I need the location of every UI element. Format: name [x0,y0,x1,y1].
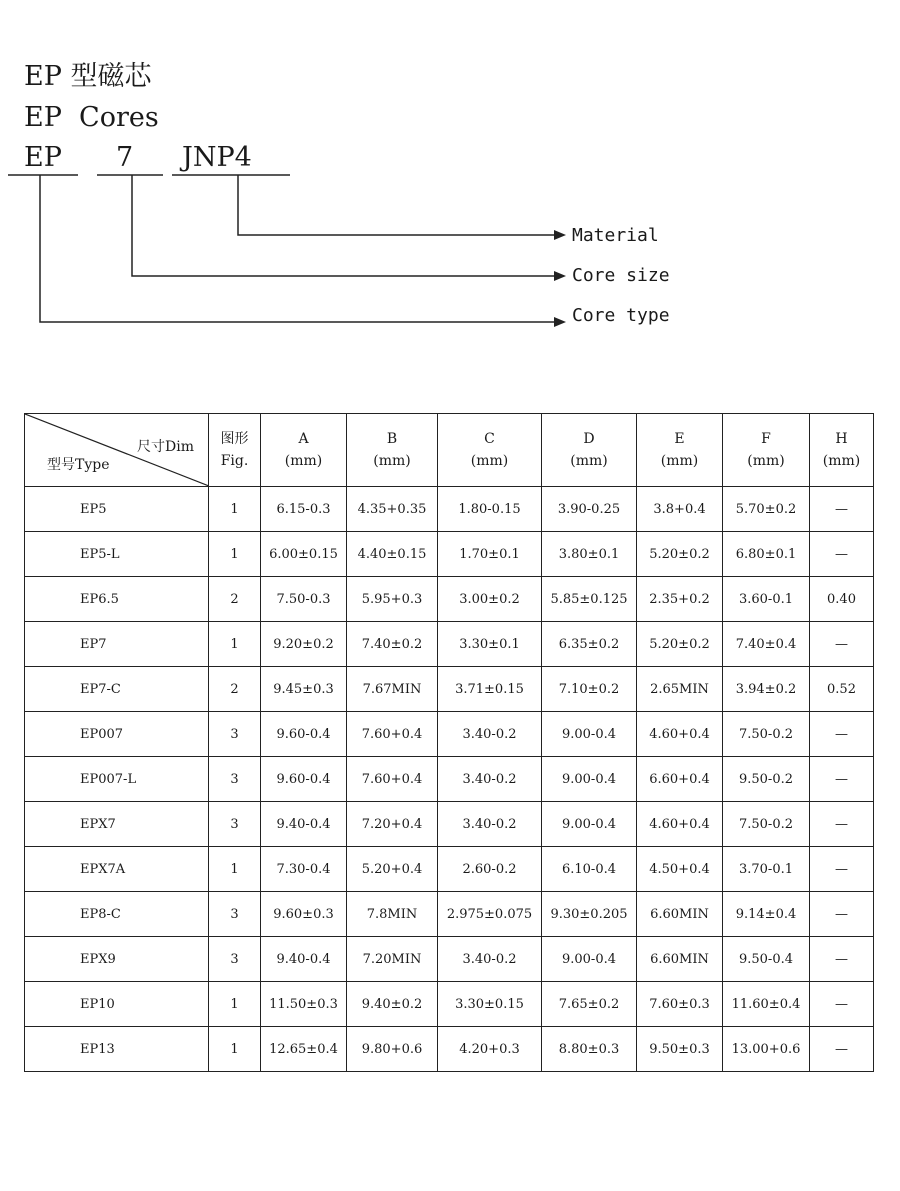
cell-c: 1.80-0.15 [438,487,542,532]
cell-type: EP6.5 [25,577,209,622]
code-type: EP [24,142,62,173]
header-f-top: F [761,431,771,447]
table-row [25,622,874,667]
corner-header-cell [25,414,209,487]
cell-fig: 3 [209,712,261,757]
cell-e: 2.65MIN [637,667,723,712]
cell-f: 9.50-0.2 [723,757,810,802]
table-row [25,712,874,757]
table-row [25,847,874,892]
code-material: JNP4 [182,142,252,173]
cell-e: 9.50±0.3 [637,1027,723,1072]
material-leader-line [238,175,555,235]
cell-fig: 1 [209,1027,261,1072]
cell-c: 3.30±0.15 [438,982,542,1027]
cell-a: 6.00±0.15 [261,532,347,577]
cell-e: 4.50+0.4 [637,847,723,892]
cell-fig: 3 [209,937,261,982]
label-core-size: Core size [572,265,670,286]
cell-a: 6.15-0.3 [261,487,347,532]
code-size: 7 [116,142,134,173]
header-c [438,414,542,487]
cell-h: 0.40 [810,577,874,622]
header-fig-top: 图形 [220,431,249,447]
cell-c: 3.40-0.2 [438,802,542,847]
cell-d: 8.80±0.3 [542,1027,637,1072]
cell-h: — [810,802,874,847]
cell-c: 3.00±0.2 [438,577,542,622]
cell-h: — [810,622,874,667]
cell-f: 6.80±0.1 [723,532,810,577]
cell-b: 7.8MIN [347,892,438,937]
cell-h: — [810,757,874,802]
cell-fig: 1 [209,532,261,577]
cell-h: — [810,982,874,1027]
cell-c: 3.30±0.1 [438,622,542,667]
header-b-top: B [386,431,398,447]
cell-a: 9.60±0.3 [261,892,347,937]
cell-b: 4.40±0.15 [347,532,438,577]
header-e-unit: (mm) [660,453,699,469]
header-e-top: E [674,431,685,447]
table-row [25,757,874,802]
cell-h: — [810,892,874,937]
cell-a: 9.60-0.4 [261,757,347,802]
cell-a: 7.50-0.3 [261,577,347,622]
cell-type: EP10 [25,982,209,1027]
cell-f: 3.60-0.1 [723,577,810,622]
cell-e: 3.8+0.4 [637,487,723,532]
cell-f: 7.50-0.2 [723,712,810,757]
cell-f: 9.50-0.4 [723,937,810,982]
cell-f: 3.94±0.2 [723,667,810,712]
label-material: Material [572,225,659,246]
header-d-unit: (mm) [570,453,608,469]
cell-b: 7.20MIN [347,937,438,982]
cell-e: 6.60+0.4 [637,757,723,802]
dimensions-table [24,413,874,1072]
cell-h: — [810,847,874,892]
cell-d: 6.35±0.2 [542,622,637,667]
cell-e: 5.20±0.2 [637,622,723,667]
core-size-arrow-icon [554,271,566,281]
cell-c: 2.60-0.2 [438,847,542,892]
cell-fig: 1 [209,847,261,892]
cell-b: 7.20+0.4 [347,802,438,847]
cell-fig: 1 [209,622,261,667]
cell-d: 9.00-0.4 [542,712,637,757]
corner-type-label: 型号Type [47,457,110,473]
cell-fig: 3 [209,757,261,802]
cell-d: 9.00-0.4 [542,757,637,802]
table-row [25,937,874,982]
cell-type: EP7-C [25,667,209,712]
cell-b: 5.95+0.3 [347,577,438,622]
cell-e: 5.20±0.2 [637,532,723,577]
header-a-unit: (mm) [284,453,323,469]
header-a-top: A [298,431,309,447]
cell-c: 1.70±0.1 [438,532,542,577]
cell-fig: 3 [209,892,261,937]
cell-fig: 2 [209,667,261,712]
cell-f: 5.70±0.2 [723,487,810,532]
cell-c: 3.40-0.2 [438,937,542,982]
header-fig-bottom: Fig. [220,453,249,469]
cell-c: 3.40-0.2 [438,712,542,757]
cell-f: 7.40±0.4 [723,622,810,667]
cell-b: 5.20+0.4 [347,847,438,892]
cell-type: EP8-C [25,892,209,937]
header-b [347,414,438,487]
header-fig [209,414,261,487]
cell-d: 3.80±0.1 [542,532,637,577]
cell-type: EP13 [25,1027,209,1072]
header-a [261,414,347,487]
core-type-arrow-icon [554,317,566,327]
cell-h: — [810,1027,874,1072]
cell-d: 5.85±0.125 [542,577,637,622]
header-h-unit: (mm) [822,453,861,469]
core-type-leader-line [40,175,555,322]
cell-c: 4.20+0.3 [438,1027,542,1072]
cell-f: 3.70-0.1 [723,847,810,892]
table-row [25,802,874,847]
header-h [810,414,874,487]
header-d-top: D [583,431,595,447]
cell-type: EPX7 [25,802,209,847]
cell-b: 7.60+0.4 [347,712,438,757]
cell-a: 11.50±0.3 [261,982,347,1027]
header-b-unit: (mm) [373,453,411,469]
cell-h: — [810,712,874,757]
cell-e: 6.60MIN [637,937,723,982]
cell-a: 9.60-0.4 [261,712,347,757]
cell-fig: 1 [209,487,261,532]
cell-type: EPX9 [25,937,209,982]
cell-d: 7.65±0.2 [542,982,637,1027]
cell-f: 7.50-0.2 [723,802,810,847]
table-row [25,532,874,577]
cell-type: EP007-L [25,757,209,802]
table-row [25,1027,874,1072]
cell-e: 2.35+0.2 [637,577,723,622]
table-body [25,487,874,1072]
header-c-top: C [484,431,495,447]
header-f-unit: (mm) [747,453,785,469]
cell-b: 7.67MIN [347,667,438,712]
header-h-top: H [835,431,848,447]
cell-a: 9.45±0.3 [261,667,347,712]
title-english: EP Cores [24,102,159,133]
cell-fig: 1 [209,982,261,1027]
cell-type: EP007 [25,712,209,757]
cell-h: 0.52 [810,667,874,712]
cell-a: 7.30-0.4 [261,847,347,892]
cell-d: 9.00-0.4 [542,937,637,982]
core-size-leader-line [132,175,555,276]
cell-h: — [810,532,874,577]
cell-e: 7.60±0.3 [637,982,723,1027]
cell-d: 9.30±0.205 [542,892,637,937]
cell-fig: 2 [209,577,261,622]
label-core-type: Core type [572,305,670,326]
table-row [25,892,874,937]
cell-d: 7.10±0.2 [542,667,637,712]
cell-a: 12.65±0.4 [261,1027,347,1072]
cell-b: 4.35+0.35 [347,487,438,532]
part-code-diagram [0,0,900,360]
cell-f: 13.00+0.6 [723,1027,810,1072]
cell-type: EP5-L [25,532,209,577]
cell-c: 2.975±0.075 [438,892,542,937]
cell-e: 6.60MIN [637,892,723,937]
cell-h: — [810,487,874,532]
header-f [723,414,810,487]
cell-b: 9.80+0.6 [347,1027,438,1072]
cell-b: 7.60+0.4 [347,757,438,802]
cell-type: EP5 [25,487,209,532]
table-row [25,487,874,532]
table-row [25,577,874,622]
cell-c: 3.71±0.15 [438,667,542,712]
cell-a: 9.40-0.4 [261,802,347,847]
cell-type: EP7 [25,622,209,667]
cell-f: 9.14±0.4 [723,892,810,937]
cell-h: — [810,937,874,982]
cell-d: 9.00-0.4 [542,802,637,847]
cell-b: 7.40±0.2 [347,622,438,667]
cell-c: 3.40-0.2 [438,757,542,802]
cell-a: 9.40-0.4 [261,937,347,982]
header-c-unit: (mm) [470,453,509,469]
table-row [25,982,874,1027]
cell-b: 9.40±0.2 [347,982,438,1027]
cell-d: 6.10-0.4 [542,847,637,892]
material-arrow-icon [554,230,566,240]
cell-fig: 3 [209,802,261,847]
header-e [637,414,723,487]
cell-d: 3.90-0.25 [542,487,637,532]
title-chinese: EP 型磁芯 [24,61,152,92]
corner-dim-label: 尺寸Dim [137,439,194,455]
header-d [542,414,637,487]
cell-e: 4.60+0.4 [637,712,723,757]
table-header-row [25,414,874,487]
cell-e: 4.60+0.4 [637,802,723,847]
cell-f: 11.60±0.4 [723,982,810,1027]
cell-a: 9.20±0.2 [261,622,347,667]
table-row [25,667,874,712]
cell-type: EPX7A [25,847,209,892]
